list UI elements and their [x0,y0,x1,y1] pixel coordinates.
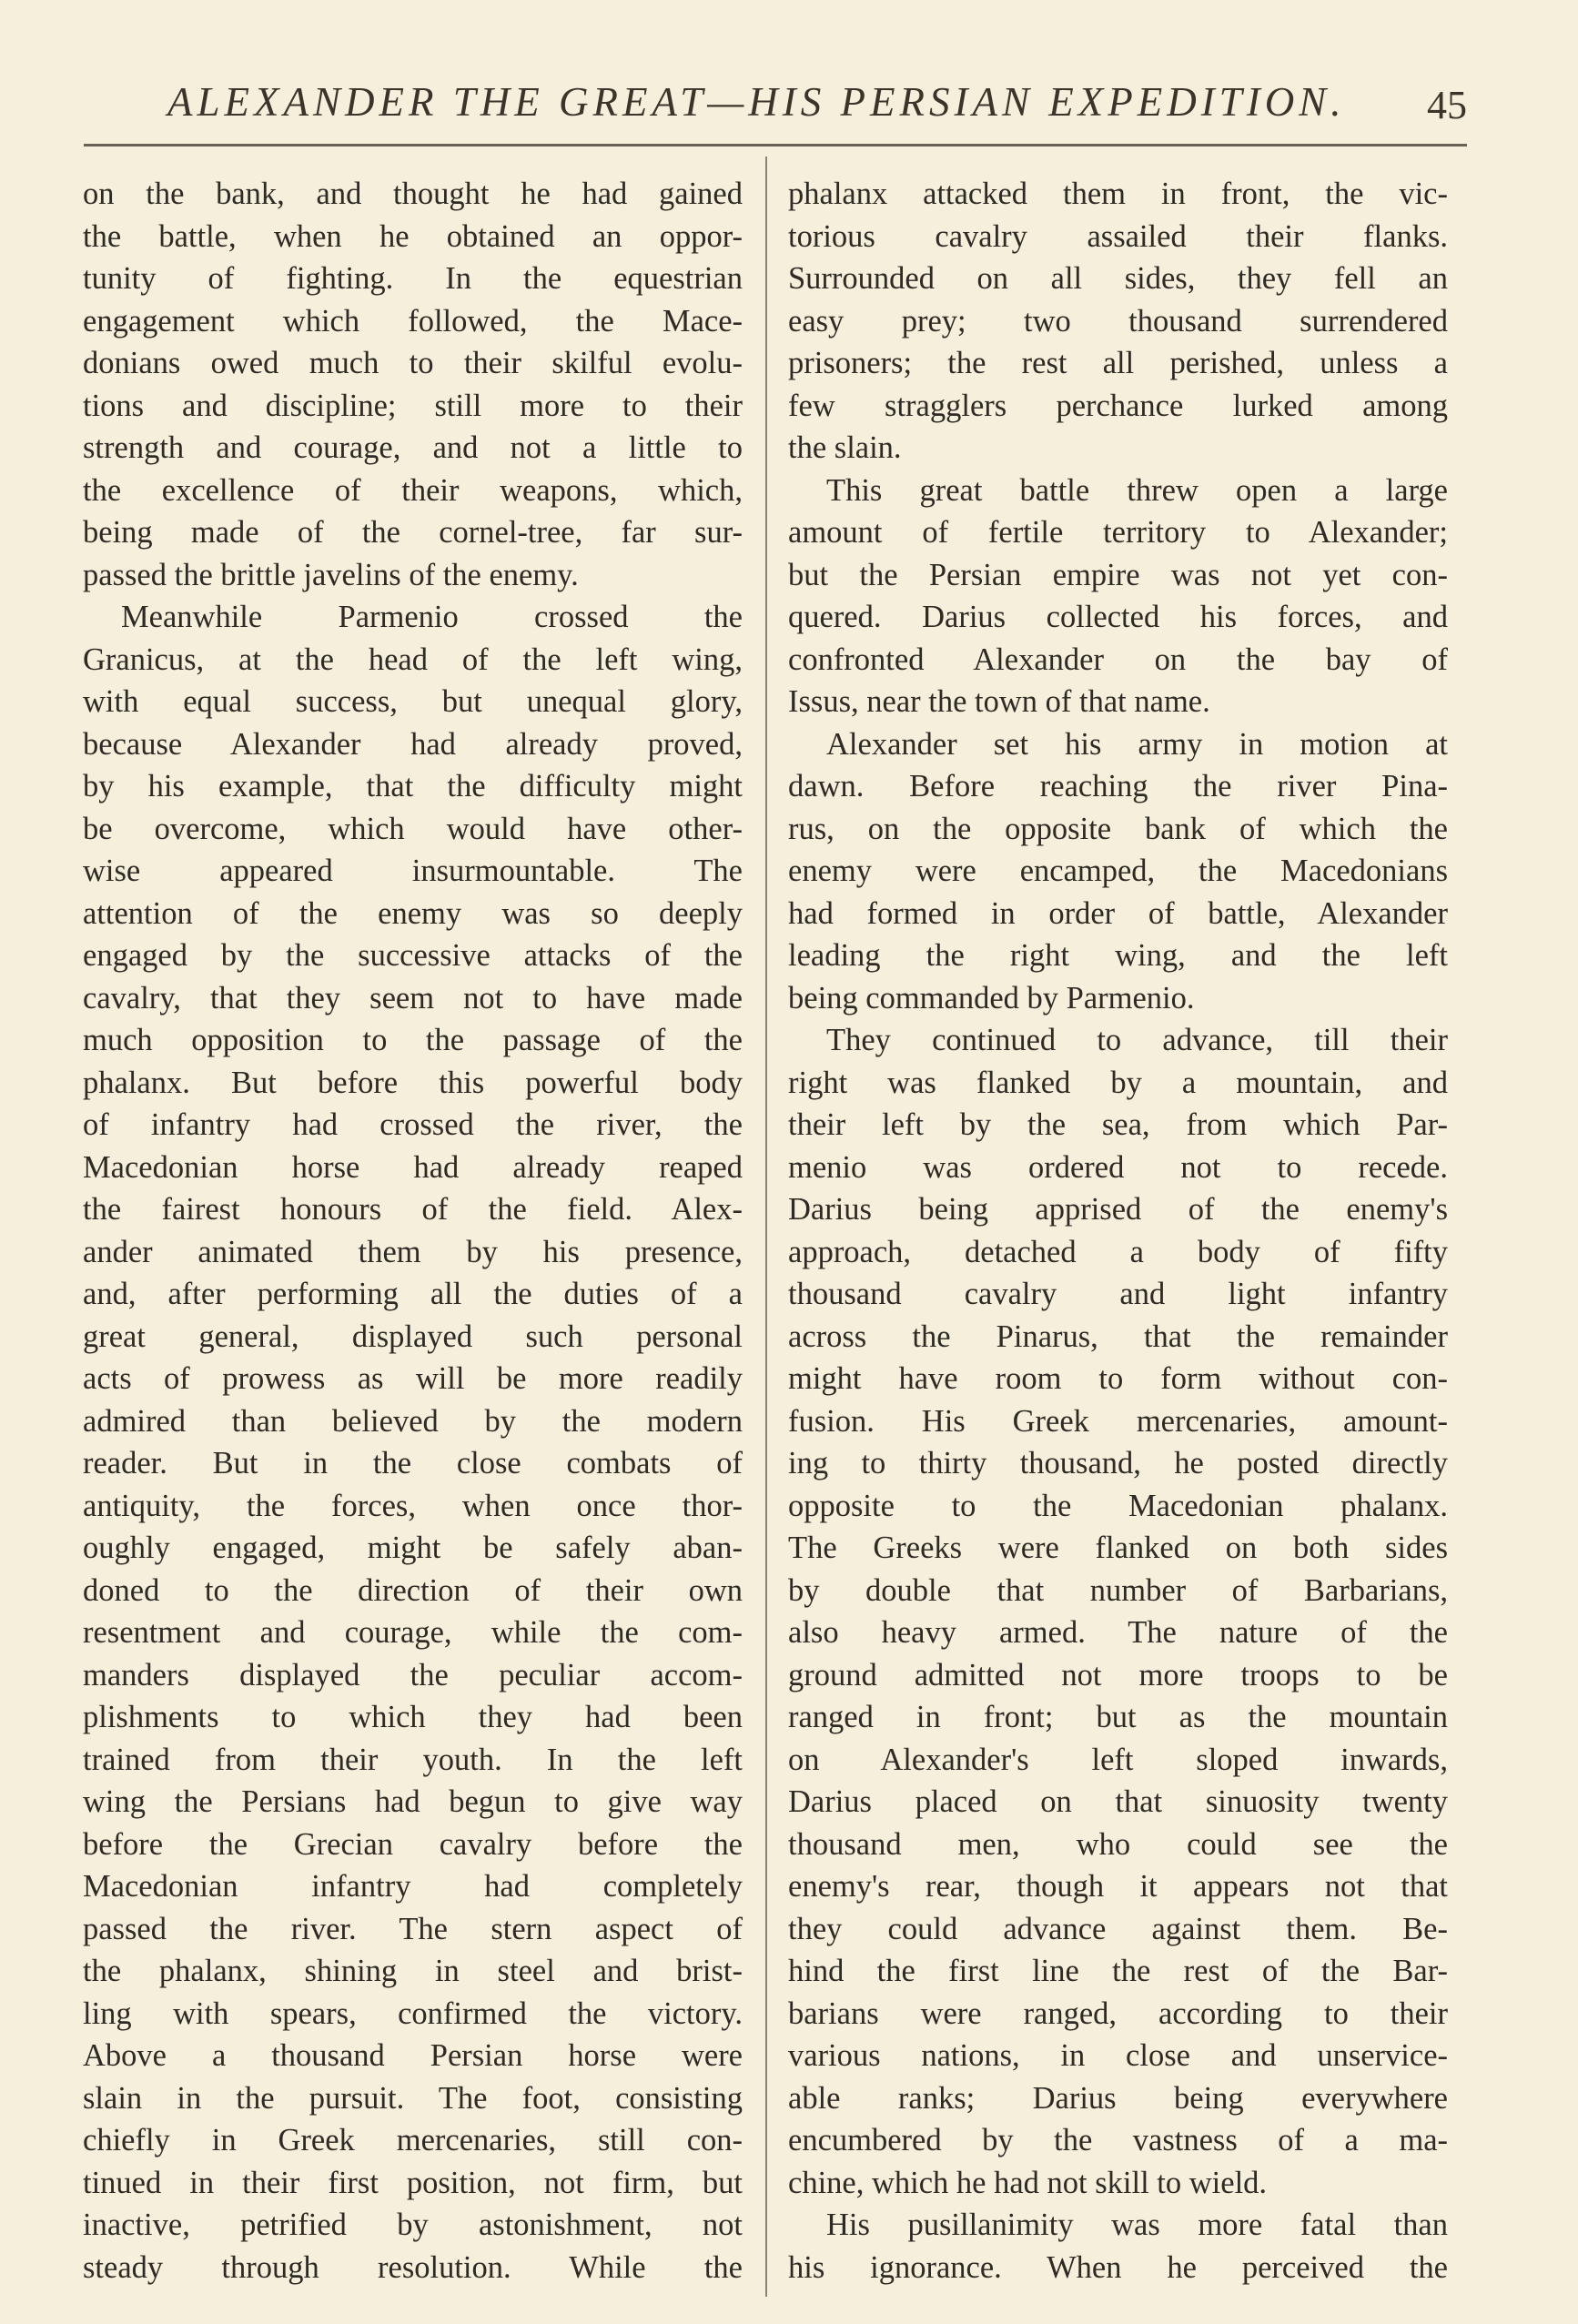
paragraph [788,723,1448,1020]
text-line: Alexander set his army in motion at [826,726,1448,762]
text-line: chine, which he had not skill to wield. [788,2165,1268,2200]
text-line: reader. But in the close combats of [83,1446,743,1480]
paragraph [83,596,743,2289]
text-line: quered. Darius collected his forces, and [788,600,1448,634]
text-line: Surrounded on all sides, they fell an [788,261,1448,296]
text-line: before the Grecian cavalry before the [83,1826,743,1862]
text-line: slain in the pursuit. The foot, consisting [83,2080,743,2116]
text-line: thousand cavalry and light infantry [788,1277,1448,1311]
text-line: and, after performing all the duties of a [83,1277,743,1311]
text-line: antiquity, the forces, when once thor- [83,1488,743,1523]
text-line: engagement which followed, the Mace- [83,303,743,338]
paragraph [788,470,1448,723]
text-line: steady through resolution. While the [83,2249,743,2285]
text-line: easy prey; two thousand surrendered [788,303,1448,338]
column-divider [765,157,767,2297]
text-line: but the Persian empire was not yet con- [788,557,1448,592]
text-line: resentment and courage, while the com- [83,1615,743,1650]
text-line: thousand men, who could see the [788,1826,1448,1862]
text-line: because Alexander had already proved, [83,726,743,762]
text-line: menio was ordered not to recede. [788,1149,1448,1185]
text-line: ing to thirty thousand, he posted directly [788,1446,1448,1480]
text-line: Macedonian horse had already reaped [83,1149,743,1185]
text-line: Meanwhile Parmenio crossed the [121,600,743,634]
text-line: on the bank, and thought he had gained [83,177,743,211]
text-line: with equal success, but unequal glory, [83,684,743,719]
text-line: tinued in their first position, not firm, but [83,2165,743,2200]
text-line: attention of the enemy was so deeply [83,895,743,931]
text-line: Above a thousand Persian horse were [83,2038,743,2073]
text-line: strength and courage, and not a little to [83,430,743,465]
text-line: The Greeks were flanked on both sides [788,1531,1448,1565]
text-line: enemy's rear, though it appears not that [788,1869,1448,1904]
text-line: Darius being apprised of the enemy's [788,1192,1448,1227]
text-line: being commanded by Parmenio. [788,980,1195,1015]
paragraph [788,173,1448,470]
text-line: Granicus, at the head of the left wing, [83,642,743,677]
text-line: ling with spears, confirmed the victory. [83,1996,743,2031]
text-line: passed the brittle javelins of the enemy. [83,557,579,592]
text-line: inactive, petrified by astonishment, not [83,2208,743,2242]
text-line: donians owed much to their skilful evolu- [83,346,743,380]
text-line: wing the Persians had begun to give way [83,1784,743,1819]
text-line: the battle, when he obtained an oppor- [83,218,743,254]
text-line: leading the right wing, and the left [788,938,1448,973]
text-line: much opposition to the passage of the [83,1023,743,1057]
text-line: Darius placed on that sinuosity twenty [788,1784,1448,1819]
text-line: acts of prowess as will be more readily [83,1361,743,1396]
text-line: chiefly in Greek mercenaries, still con- [83,2123,743,2157]
text-line: ground admitted not more troops to be [788,1657,1448,1692]
text-line: the phalanx, shining in steel and brist- [83,1954,743,1988]
text-line: being made of the cornel-tree, far sur- [83,515,743,550]
text-line: be overcome, which would have other- [83,811,743,846]
running-title: ALEXANDER THE GREAT—HIS PERSIAN EXPEDITION. [167,79,1346,125]
text-line: the slain. [788,430,902,465]
text-line: Macedonian infantry had completely [83,1869,743,1904]
text-line: fusion. His Greek mercenaries, amount- [788,1403,1448,1439]
text-line: cavalry, that they seem not to have made [83,980,743,1015]
text-line: few stragglers perchance lurked among [788,388,1448,423]
text-line: dawn. Before reaching the river Pina- [788,769,1448,803]
left-column [83,173,743,2289]
paragraph [83,173,743,596]
text-line: approach, detached a body of fifty [788,1234,1448,1269]
text-line: phalanx attacked them in front, the vic- [788,177,1448,211]
text-line: by double that number of Barbarians, [788,1572,1448,1608]
text-line: prisoners; the rest all perished, unless a [788,346,1448,380]
text-line: engaged by the successive attacks of the [83,938,743,973]
text-line: their left by the sea, from which Par- [788,1107,1448,1142]
text-line: opposite to the Macedonian phalanx. [788,1488,1448,1523]
header-rule [84,144,1467,147]
page-header [84,78,1467,133]
text-line: trained from their youth. In the left [83,1742,743,1777]
text-line: Issus, near the town of that name. [788,684,1210,719]
text-line: His pusillanimity was more fatal than [826,2208,1448,2242]
text-line: rus, on the opposite bank of which the [788,811,1448,846]
text-line: had formed in order of battle, Alexander [788,895,1448,931]
text-line: across the Pinarus, that the remainder [788,1319,1448,1354]
text-line: confronted Alexander on the bay of [788,642,1448,677]
text-line: This great battle threw open a large [826,472,1448,508]
page-number: 45 [1427,83,1467,127]
text-line: admired than believed by the modern [83,1403,743,1439]
text-line: his ignorance. When he perceived the [788,2249,1448,2285]
text-line: tions and discipline; still more to their [83,388,743,423]
text-line: barians were ranged, according to their [788,1996,1448,2031]
text-line: phalanx. But before this powerful body [83,1065,743,1100]
text-line: might have room to form without con- [788,1361,1448,1396]
text-line: on Alexander's left sloped inwards, [788,1742,1448,1777]
text-line: right was flanked by a mountain, and [788,1065,1448,1100]
text-line: passed the river. The stern aspect of [83,1911,743,1946]
text-line: they could advance against them. Be- [788,1911,1448,1946]
text-line: by his example, that the difficulty might [83,769,743,803]
text-line: also heavy armed. The nature of the [788,1615,1448,1650]
text-line: wise appeared insurmountable. The [83,854,743,888]
paragraph [788,1019,1448,2204]
text-line: the excellence of their weapons, which, [83,472,743,508]
text-line: of infantry had crossed the river, the [83,1107,743,1142]
paragraph [788,2204,1448,2289]
text-line: enemy were encamped, the Macedonians [788,854,1448,888]
text-line: doned to the direction of their own [83,1572,743,1608]
text-line: ranged in front; but as the mountain [788,1700,1448,1734]
text-line: able ranks; Darius being everywhere [788,2080,1448,2116]
text-line: torious cavalry assailed their flanks. [788,218,1448,254]
text-line: various nations, in close and unservice- [788,2038,1448,2073]
text-line: tunity of fighting. In the equestrian [83,261,743,296]
text-line: encumbered by the vastness of a ma- [788,2123,1448,2157]
text-line: oughly engaged, might be safely aban- [83,1531,743,1565]
text-line: hind the first line the rest of the Bar- [788,1954,1448,1988]
text-line: amount of fertile territory to Alexander; [788,515,1448,550]
text-line: plishments to which they had been [83,1700,743,1734]
text-line: ander animated them by his presence, [83,1234,743,1269]
text-line: great general, displayed such personal [83,1319,743,1354]
text-line: They continued to advance, till their [826,1023,1448,1057]
right-column [788,173,1448,2289]
text-line: manders displayed the peculiar accom- [83,1657,743,1692]
text-line: the fairest honours of the field. Alex- [83,1192,743,1227]
